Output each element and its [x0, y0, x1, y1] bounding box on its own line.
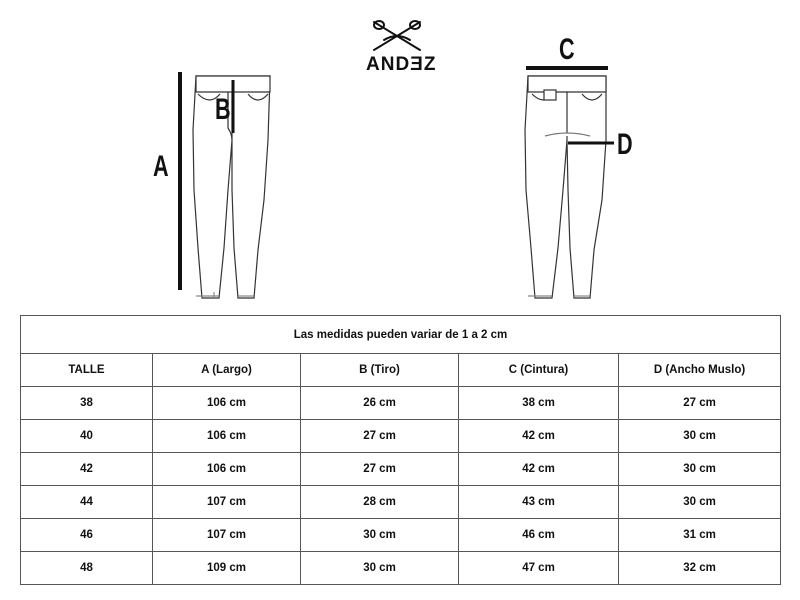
cell-cintura: 42 cm: [459, 453, 619, 486]
cell-cintura: 42 cm: [459, 420, 619, 453]
table-row: [21, 519, 781, 552]
header-ancho-muslo: D (Ancho Muslo): [619, 354, 781, 387]
cell-ancho-muslo: 30 cm: [619, 453, 781, 486]
cell-cintura: 47 cm: [459, 552, 619, 585]
cell-talle: 44: [21, 486, 153, 519]
cell-talle: 46: [21, 519, 153, 552]
back-pants-illustration: [525, 76, 606, 298]
cell-largo: 106 cm: [153, 453, 301, 486]
cell-cintura: 43 cm: [459, 486, 619, 519]
measurement-note: Las medidas pueden variar de 1 a 2 cm: [21, 316, 781, 354]
header-talle: TALLE: [21, 354, 153, 387]
cell-tiro: 30 cm: [301, 519, 459, 552]
cell-ancho-muslo: 30 cm: [619, 486, 781, 519]
cell-largo: 107 cm: [153, 519, 301, 552]
cell-tiro: 27 cm: [301, 420, 459, 453]
cell-ancho-muslo: 32 cm: [619, 552, 781, 585]
table-row: [21, 453, 781, 486]
table-row: [21, 552, 781, 585]
crossed-safety-pins-icon: [374, 21, 420, 50]
size-chart-table: [20, 315, 781, 585]
header-tiro: B (Tiro): [301, 354, 459, 387]
cell-tiro: 30 cm: [301, 552, 459, 585]
header-cintura: C (Cintura): [459, 354, 619, 387]
brand-wordmark: ANDƎZ: [366, 54, 437, 75]
header-largo: A (Largo): [153, 354, 301, 387]
cell-cintura: 38 cm: [459, 387, 619, 420]
cell-tiro: 26 cm: [301, 387, 459, 420]
label-b: B: [215, 93, 231, 126]
label-d: D: [617, 128, 633, 161]
cell-tiro: 28 cm: [301, 486, 459, 519]
cell-largo: 106 cm: [153, 420, 301, 453]
table-note-row: [21, 316, 781, 354]
table-row: [21, 387, 781, 420]
cell-talle: 40: [21, 420, 153, 453]
cell-ancho-muslo: 31 cm: [619, 519, 781, 552]
table-row: [21, 486, 781, 519]
table-header-row: [21, 354, 781, 387]
cell-ancho-muslo: 30 cm: [619, 420, 781, 453]
cell-cintura: 46 cm: [459, 519, 619, 552]
label-a: A: [153, 150, 169, 183]
table-row: [21, 420, 781, 453]
cell-ancho-muslo: 27 cm: [619, 387, 781, 420]
cell-tiro: 27 cm: [301, 453, 459, 486]
cell-talle: 42: [21, 453, 153, 486]
cell-largo: 109 cm: [153, 552, 301, 585]
cell-talle: 48: [21, 552, 153, 585]
label-c: C: [559, 33, 575, 66]
cell-largo: 106 cm: [153, 387, 301, 420]
cell-talle: 38: [21, 387, 153, 420]
cell-largo: 107 cm: [153, 486, 301, 519]
